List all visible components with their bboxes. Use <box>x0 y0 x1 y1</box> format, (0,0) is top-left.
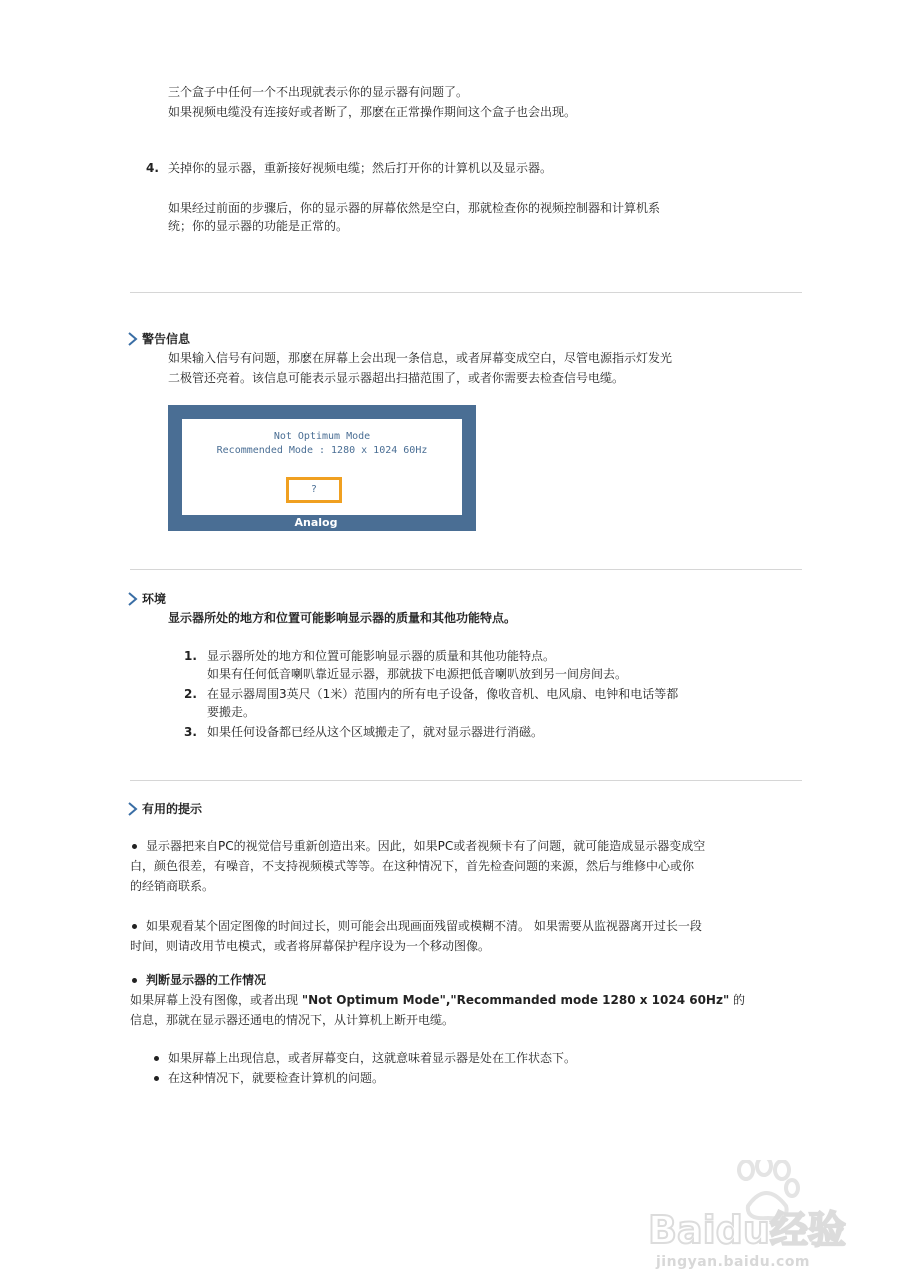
chevron-right-icon <box>128 332 138 346</box>
tips-p3-heading: 判断显示器的工作情况 <box>146 973 267 987</box>
step-4-note-line-1: 如果经过前面的步骤后，你的显示器的屏幕依然是空白，那就检查你的视频控制器和计算机系 <box>168 201 661 215</box>
environment-item-number: 3. <box>184 725 197 739</box>
osd-question-box: ? <box>286 477 342 503</box>
bullet-icon <box>132 844 137 849</box>
section-divider <box>130 569 802 570</box>
tips-p3-line-1-end: 的 <box>729 993 746 1007</box>
warning-title: 警告信息 <box>142 332 191 346</box>
tips-p2-line-1: 如果观看某个固定图像的时间过长，则可能会出现画面残留或模糊不清。 如果需要从监视器离开过长一段 <box>146 919 702 933</box>
step-4-note-line-2: 统；你的显示器的功能是正常的。 <box>168 219 349 233</box>
environment-item-number: 2. <box>184 687 197 701</box>
environment-item-number: 1. <box>184 649 197 663</box>
section-divider <box>130 292 802 293</box>
bullet-icon <box>132 978 137 983</box>
tips-title: 有用的提示 <box>142 802 203 816</box>
tips-p1-line-2: 白，颜色很差，有噪音，不支持视频模式等等。在这种情况下，首先检查问题的来源，然后与维修中心或你 <box>130 859 695 873</box>
section-divider <box>130 780 802 781</box>
environment-subtitle: 显示器所处的地方和位置可能影响显示器的质量和其他功能特点。 <box>168 611 517 625</box>
tips-p1-line-3: 的经销商联系。 <box>130 879 215 893</box>
warning-line-1: 如果输入信号有问题，那麽在屏幕上会出现一条信息，或者屏幕变成空白，尽管电源指示灯发光 <box>168 351 673 365</box>
bullet-icon <box>154 1056 159 1061</box>
environment-section-heading <box>128 590 166 607</box>
osd-footer-label: Analog <box>294 516 338 529</box>
tips-section-heading <box>128 800 202 817</box>
step-4-text: 关掉你的显示器，重新接好视频电缆；然后打开你的计算机以及显示器。 <box>168 161 553 175</box>
tips-bullet-item: 如果屏幕上出现信息，或者屏幕变白，这就意味着显示器是处在工作状态下。 <box>168 1051 577 1065</box>
osd-message-panel <box>182 419 462 515</box>
environment-item-line: 如果有任何低音喇叭靠近显示器，那就拔下电源把低音喇叭放到另一间房间去。 <box>207 667 628 681</box>
osd-line-1: Not Optimum Mode <box>273 431 371 442</box>
bullet-icon <box>132 924 137 929</box>
tips-p1-line-1: 显示器把来自PC的视觉信号重新创造出来。因此，如果PC或者视频卡有了问题，就可能造成显示器变成空 <box>146 839 706 853</box>
tips-bullet-item: 在这种情况下，就要检查计算机的问题。 <box>168 1071 385 1085</box>
tips-p3-line-1-start: 如果屏幕上没有图像，或者出现 <box>130 993 302 1007</box>
baidu-url-text: jingyan.baidu.com <box>656 1254 811 1270</box>
osd-message-image <box>168 405 476 531</box>
chevron-right-icon <box>128 592 138 606</box>
intro-line-1: 三个盒子中任何一个不出现就表示你的显示器有问题了。 <box>168 85 469 99</box>
chevron-right-icon <box>128 802 138 816</box>
tips-p3-line-2: 信息，那就在显示器还通电的情况下，从计算机上断开电缆。 <box>130 1013 455 1027</box>
environment-item-line: 要搬走。 <box>207 705 256 719</box>
step-4-number: 4. <box>146 161 159 175</box>
environment-title: 环境 <box>142 592 167 606</box>
environment-item-line: 在显示器周围3英尺（1米）范围内的所有电子设备，像收音机、电风扇、电钟和电话等都 <box>207 687 679 701</box>
tips-p3-line-1 <box>130 992 745 1008</box>
tips-p2-line-2: 时间，则请改用节电模式，或者将屏幕保护程序设为一个移动图像。 <box>130 939 491 953</box>
intro-line-2: 如果视频电缆没有连接好或者断了，那麽在正常操作期间这个盒子也会出现。 <box>168 105 577 119</box>
bullet-icon <box>154 1076 159 1081</box>
environment-item-line: 如果任何设备都已经从这个区域搬走了，就对显示器进行消磁。 <box>207 725 544 739</box>
osd-line-2: Recommended Mode : 1280 x 1024 60Hz <box>216 445 428 456</box>
environment-item-line: 显示器所处的地方和位置可能影响显示器的质量和其他功能特点。 <box>207 649 556 663</box>
baidu-brand-text: Baidu经验 <box>648 1208 846 1252</box>
warning-section-heading <box>128 330 190 347</box>
tips-p3-mode-message: "Not Optimum Mode","Recommanded mode 1280 x 1024 60Hz" <box>301 993 730 1007</box>
baidu-watermark <box>648 1160 878 1270</box>
warning-line-2: 二极管还亮着。该信息可能表示显示器超出扫描范围了，或者你需要去检查信号电缆。 <box>168 371 625 385</box>
